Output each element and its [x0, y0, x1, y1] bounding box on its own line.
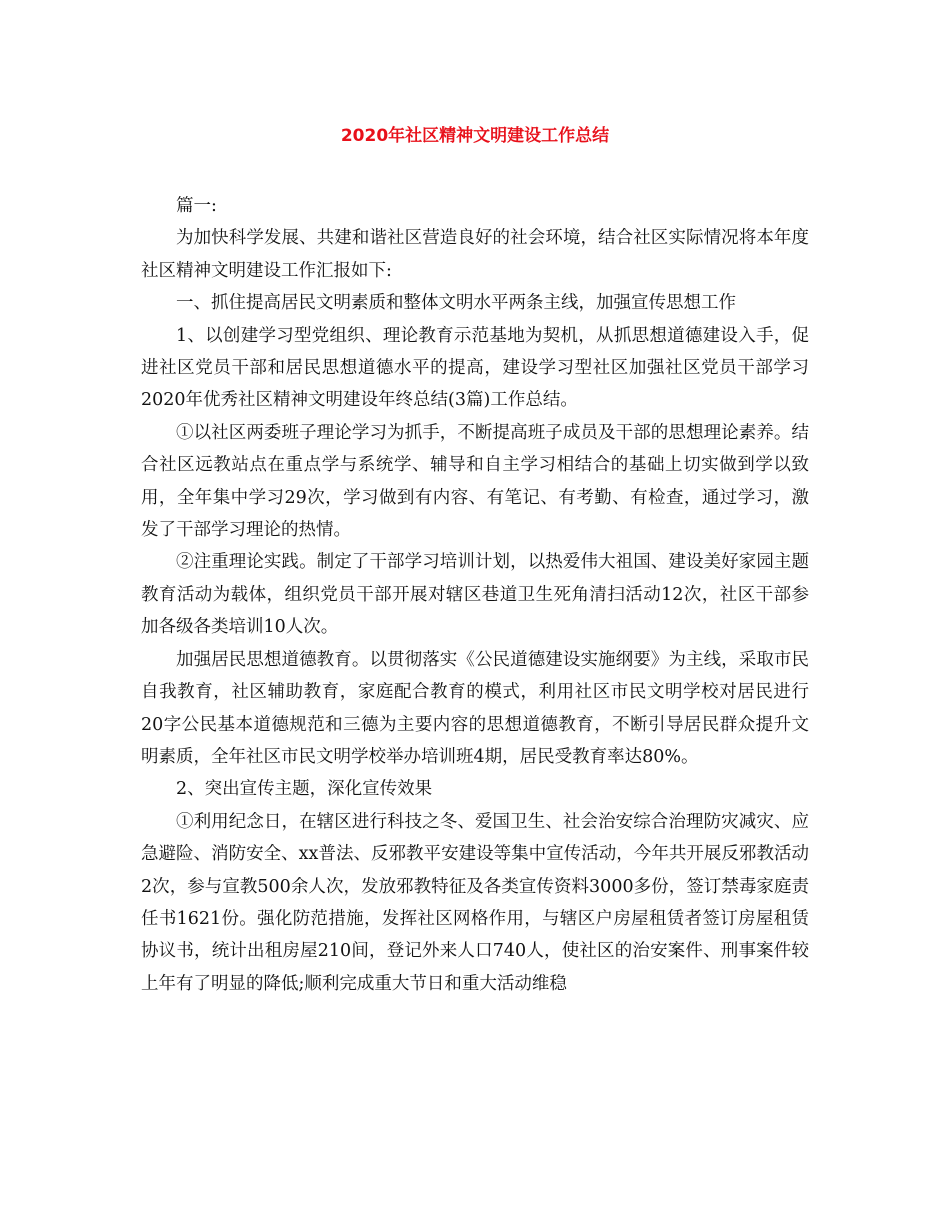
paragraph-subitem-1: ①以社区两委班子理论学习为抓手，不断提高班子成员及干部的思想理论素养。结合社区远教站点在重点学与系统学、辅导和自主学习相结合的基础上切实做到学以致用，全年集中学习29次，学习做到有内容、有笔记、有考勤、有检查，通过学习，激发了干部学习理论的热情。: [141, 422, 809, 541]
paragraph-heading-1: 一、抓住提高居民文明素质和整体文明水平两条主线，加强宣传思想工作: [176, 293, 736, 314]
document-body: [141, 190, 809, 1000]
document-title: 2020年社区精神文明建设工作总结: [340, 126, 610, 146]
paragraph-section-label: 篇一:: [176, 196, 217, 216]
paragraph-subitem-2: ②注重理论实践。制定了干部学习培训计划，以热爱伟大祖国、建设美好家园主题教育活动为载体，组织党员干部开展对辖区巷道卫生死角清扫活动12次，社区干部参加各级各类培训10人次。: [141, 552, 809, 638]
paragraph-item-2: 2、突出宣传主题，深化宣传效果: [176, 779, 433, 800]
paragraph-intro: 为加快科学发展、共建和谐社区营造良好的社会环境，结合社区实际情况将本年度社区精神文明建设工作汇报如下:: [141, 228, 809, 281]
paragraph-item-1: 1、以创建学习型党组织、理论教育示范基地为契机，从抓思想道德建设入手，促进社区党员干部和居民思想道德水平的提高，建设学习型社区加强社区党员干部学习2020年优秀社区精神文明建设年终总结(3篇)工作总结。: [141, 325, 809, 411]
paragraph-subitem-3: ①利用纪念日，在辖区进行科技之冬、爱国卫生、社会治安综合治理防灾减灾、应急避险、消防安全、xx普法、反邪教平安建设等集中宣传活动，今年共开展反邪教活动2次，参与宣教500余人次，发放邪教特征及各类宣传资料3000多份，签订禁毒家庭责任书1621份。强化防范措施，发挥社区网格作用，与辖区户房屋租赁者签订房屋租赁协议书，统计出租房屋210间，登记外来人口740人，使社区的治安案件、刑事案件较上年有了明显的降低;顺利完成重大节日和重大活动维稳: [141, 811, 809, 994]
paragraph-moral-education: 加强居民思想道德教育。以贯彻落实《公民道德建设实施纲要》为主线，采取市民自我教育，社区辅助教育，家庭配合教育的模式，利用社区市民文明学校对居民进行20字公民基本道德规范和三德为主要内容的思想道德教育，不断引导居民群众提升文明素质，全年社区市民文明学校举办培训班4期，居民受教育率达80%。: [141, 649, 809, 767]
